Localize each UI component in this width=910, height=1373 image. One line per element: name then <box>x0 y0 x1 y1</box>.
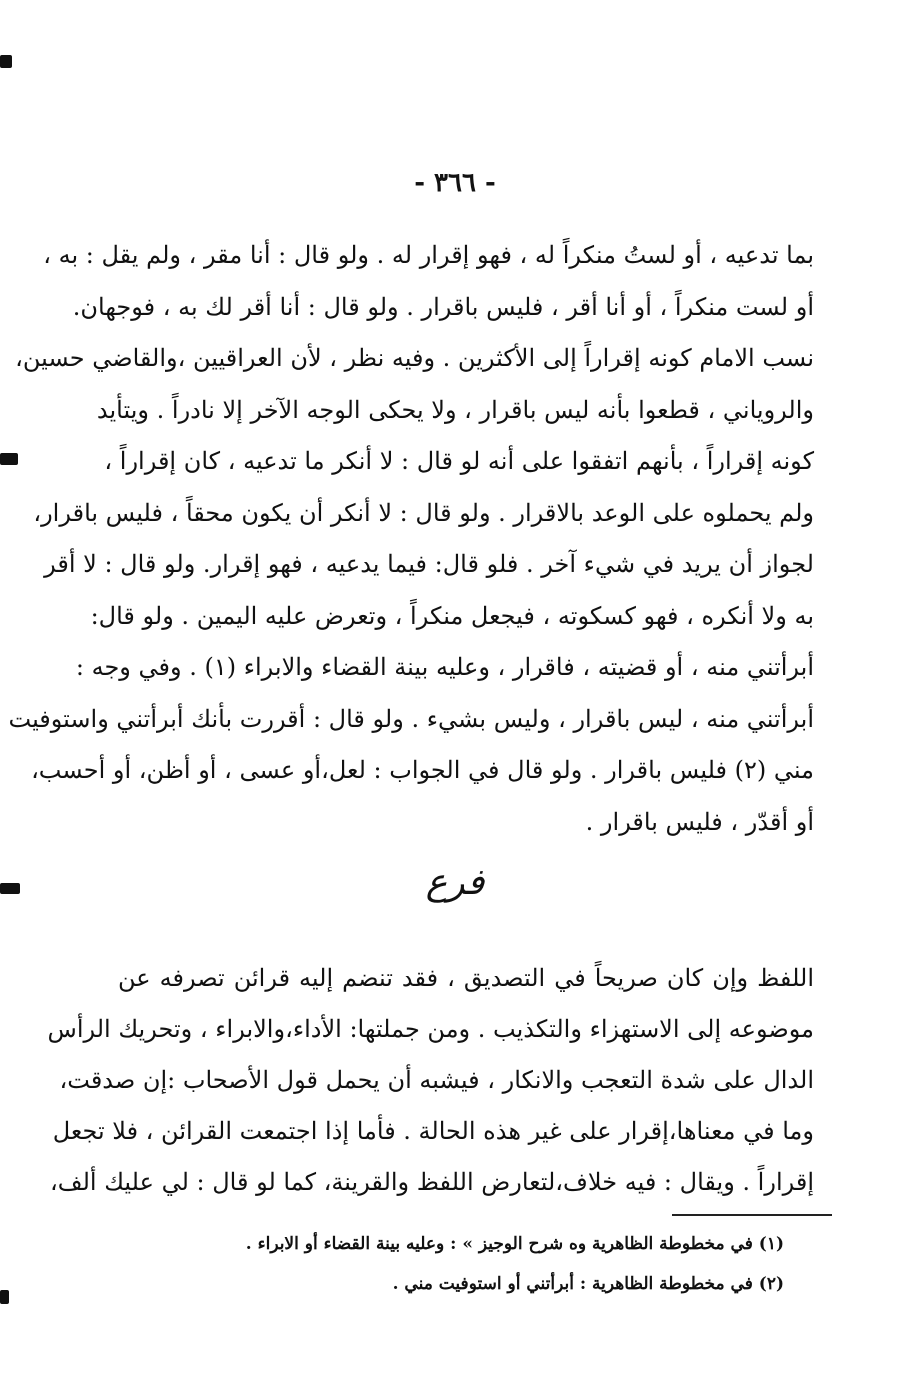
text-line: بما تدعيه ، أو لستُ منكراً له ، فهو إقرار له . ولو قال : أنا مقر ، ولم يقل : به ، <box>43 241 814 269</box>
text-line: والروياني ، قطعوا بأنه ليس باقرار ، ولا يحكى الوجه الآخر إلا نادراً . ويتأيد <box>96 395 814 424</box>
text-line: اللفظ وإن كان صريحاً في التصديق ، فقد تنضم إليه قرائن تصرفه عن <box>118 964 814 992</box>
text-line: به ولا أنكره ، فهو كسكوته ، فيجعل منكراً ، وتعرض عليه اليمين . ولو قال: <box>90 601 814 630</box>
text-line: إقراراً . ويقال : فيه خلاف،لتعارض اللفظ والقرينة، كما لو قال : لي عليك ألف، <box>50 1168 814 1196</box>
text-line: موضوعه إلى الاستهزاء والتكذيب . ومن جملتها: الأداء،والابراء ، وتحريك الرأس <box>47 1015 814 1043</box>
footnote: (٢) في مخطوطة الظاهرية : أبرأتني أو استوفيت مني . <box>392 1274 784 1294</box>
section-heading: فرع <box>425 862 485 903</box>
page-number: - ٣٦٦ - <box>414 168 496 198</box>
scan-edge-mark <box>0 1290 9 1304</box>
text-line: أو لست منكراً ، أو أنا أقر ، فليس باقرار . ولو قال : أنا أقر لك به ، فوجهان. <box>72 292 814 321</box>
text-line: نسب الامام كونه إقراراً إلى الأكثرين . وفيه نظر ، لأن العراقيين ،والقاضي حسين، <box>15 344 814 372</box>
text-line: أو أقدّر ، فليس باقرار . <box>585 807 814 836</box>
text-line: وما في معناها،إقرار على غير هذه الحالة . فأما إذا اجتمعت القرائن ، فلا تجعل <box>52 1117 814 1145</box>
text-line: مني (٢) فليس باقرار . ولو قال في الجواب : لعل،أو عسى ، أو أظن، أو أحسب، <box>31 756 814 784</box>
text-line: كونه إقراراً ، بأنهم اتفقوا على أنه لو قال : لا أنكر ما تدعيه ، كان إقراراً ، <box>104 447 814 475</box>
footnote-divider <box>672 1214 832 1216</box>
text-line: ولم يحملوه على الوعد بالاقرار . ولو قال : لا أنكر أن يكون محقاً ، فليس باقرار، <box>33 498 814 527</box>
text-line: أبرأتني منه ، ليس باقرار ، وليس بشيء . ولو قال : أقررت بأنك أبرأتني واستوفيت <box>8 704 814 733</box>
body-paragraph <box>8 230 814 848</box>
body-paragraph <box>47 953 814 1208</box>
text-line: الدال على شدة التعجب والانكار ، فيشبه أن يحمل قول الأصحاب :إن صدقت، <box>59 1066 814 1094</box>
text-line: لجواز أن يريد في شيء آخر . فلو قال: فيما يدعيه ، فهو إقرار. ولو قال : لا أقر <box>44 550 814 578</box>
scan-edge-mark <box>0 55 12 68</box>
scan-edge-mark <box>0 453 18 465</box>
text-line: أبرأتني منه ، أو قضيته ، فاقرار ، وعليه بينة القضاء والابراء (١) . وفي وجه : <box>75 653 814 681</box>
footnote: (١) في مخطوطة الظاهرية وه شرح الوجيز » : وعليه بينة القضاء أو الابراء . <box>245 1234 784 1254</box>
footnotes <box>200 1224 784 1304</box>
